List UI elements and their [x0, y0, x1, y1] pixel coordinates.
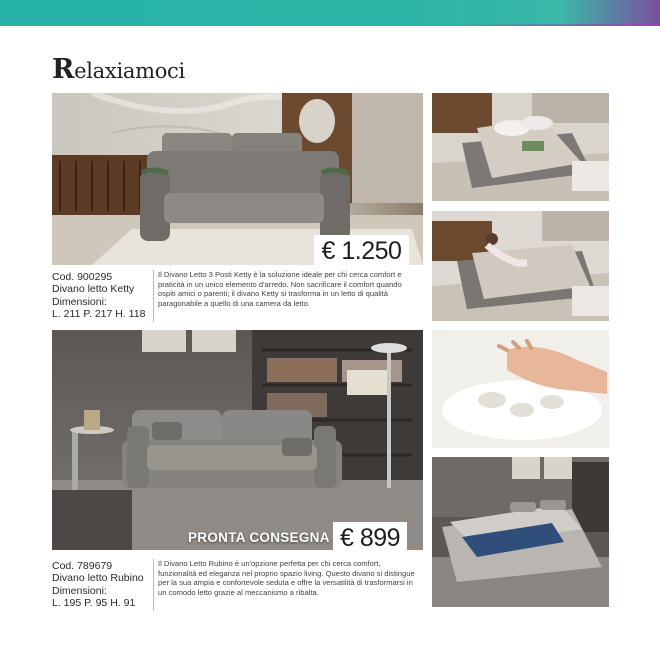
rubino-description: Il Divano Letto Rubino è un'opzione perfetta per chi cerca comfort, funzionalità ed eleganza nel proprio spazio living. Questo divano si distingue per la sua ampia e confortevole seduta e offre la versatilità di trasformarsi in un comodo letto grazie al meccanismo a ribalta. [153, 559, 421, 611]
rubino-details [52, 560, 152, 609]
rubino-dims: L. 195 P. 95 H. 91 [52, 596, 136, 609]
ketty-details [52, 271, 152, 320]
header-band [0, 0, 660, 26]
rubino-bed-open-image [432, 457, 609, 607]
rubino-sofa-photo [52, 330, 423, 550]
brand-logo: Relaxiamoci [52, 54, 185, 85]
ketty-description: Il Divano Letto 3 Posti Ketty è la soluzione ideale per chi cerca comfort e praticità in un unico elemento d'arredo. Non sacrificare il comfort quando ospiti amici o parenti; il divano Ketty si trasforma in un letto di qualità paragonabile a quello di una camera da letto. [153, 270, 421, 322]
rubino-bed-open-photo [432, 457, 609, 607]
rubino-price-tag [333, 522, 407, 554]
ketty-dims: L. 211 P. 217 H. 118 [52, 307, 146, 320]
mattress-memory-photo [432, 330, 609, 448]
ketty-dim-label: Dimensioni: [52, 295, 107, 308]
ketty-bed-open-photo [432, 93, 609, 201]
rubino-code: Cod. 789679 [52, 560, 113, 572]
rubino-name: Divano letto Rubino [52, 572, 144, 585]
mattress-memory-image [432, 330, 609, 448]
ketty-lifestyle-photo [432, 211, 609, 321]
ketty-name: Divano letto Ketty [52, 283, 135, 296]
rubino-price: € 899 [339, 523, 401, 552]
pronta-consegna-badge: PRONTA CONSEGNA [188, 530, 330, 545]
ketty-price-tag [314, 235, 409, 267]
rubino-dim-label: Dimensioni: [52, 584, 107, 597]
ketty-bed-open-image [432, 93, 609, 201]
header-accent-line [0, 24, 660, 26]
ketty-price: € 1.250 [321, 236, 402, 265]
rubino-sofa-image [52, 330, 423, 550]
ketty-lifestyle-image [432, 211, 609, 321]
ketty-code: Cod. 900295 [52, 271, 113, 283]
